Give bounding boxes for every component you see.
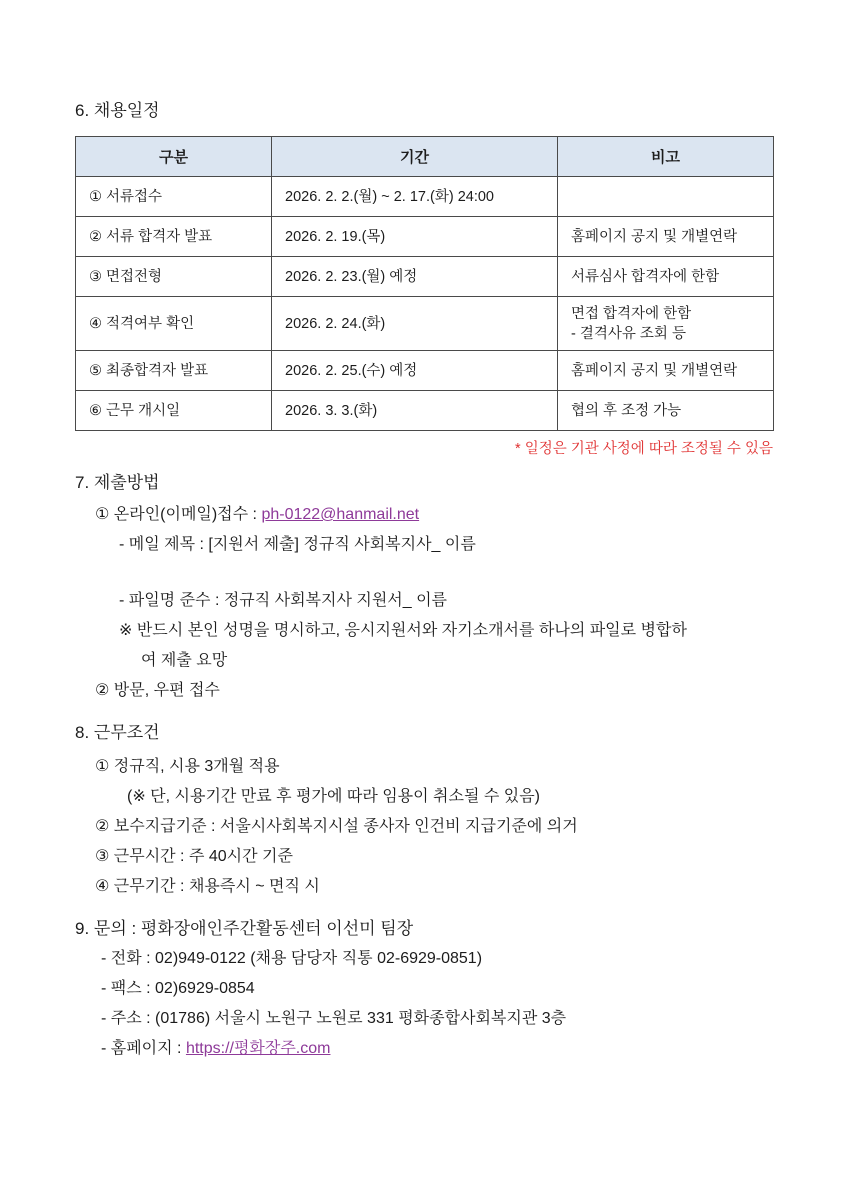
s7-filename-rule: - 파일명 준수 : 정규직 사회복지사 지원서_ 이름 (119, 592, 447, 609)
email-link[interactable]: ph-0122@hanmail.net (261, 506, 420, 523)
table-row (76, 351, 774, 391)
s7-item-online (95, 500, 773, 530)
section6-title: 6. 채용일정 (75, 101, 160, 120)
table-row (76, 391, 774, 431)
s8-item-term: ④ 근무기간 : 채용즉시 ~ 면직 시 (95, 878, 320, 895)
s7-merge-note-line1: ※ 반드시 본인 성명을 명시하고, 응시지원서와 자기소개서를 하나의 파일로 병합하 (119, 622, 687, 639)
s9-address: - 주소 : (01786) 서울시 노원구 노원로 331 평화종합사회복지관 3층 (101, 1010, 567, 1027)
col-header-note: 비고 (558, 137, 774, 177)
schedule-footnote: * 일정은 기관 사정에 따라 조정될 수 있음 (515, 441, 773, 457)
table-row (76, 297, 774, 351)
cell-period: 2026. 3. 3.(화) (272, 391, 558, 431)
s9-homepage (101, 1034, 773, 1064)
col-header-category: 구분 (76, 137, 272, 177)
col-header-period: 기간 (272, 137, 558, 177)
table-header-row (76, 137, 774, 177)
s7-mail-subject: - 메일 제목 : [지원서 제출] 정규직 사회복지사_ 이름 (119, 536, 476, 553)
cell-period: 2026. 2. 23.(월) 예정 (272, 257, 558, 297)
cell-period: 2026. 2. 2.(월) ~ 2. 17.(화) 24:00 (272, 177, 558, 217)
s8-item-pay: ② 보수지급기준 : 서울시사회복지시설 종사자 인건비 지급기준에 의거 (95, 818, 578, 835)
cell-period: 2026. 2. 25.(수) 예정 (272, 351, 558, 391)
cell-note: 홈페이지 공지 및 개별연락 (558, 351, 774, 391)
section8-title: 8. 근무조건 (75, 723, 160, 742)
cell-category: ② 서류 합격자 발표 (76, 217, 272, 257)
cell-category: ⑤ 최종합격자 발표 (76, 351, 272, 391)
cell-note (558, 297, 774, 351)
section7-title: 7. 제출방법 (75, 473, 160, 492)
cell-note: 홈페이지 공지 및 개별연락 (558, 217, 774, 257)
cell-category: ③ 면접전형 (76, 257, 272, 297)
s8-item-probation-note: (※ 단, 시용기간 만료 후 평가에 따라 임용이 취소될 수 있음) (127, 788, 540, 805)
cell-note: 협의 후 조정 가능 (558, 391, 774, 431)
s9-homepage-label: - 홈페이지 : (101, 1040, 186, 1057)
table-row (76, 177, 774, 217)
cell-category: ⑥ 근무 개시일 (76, 391, 272, 431)
homepage-link[interactable]: https://평화장주.com (185, 1040, 331, 1057)
cell-category: ④ 적격여부 확인 (76, 297, 272, 351)
s7-item-visit-post: ② 방문, 우편 접수 (95, 682, 220, 699)
s9-phone: - 전화 : 02)949-0122 (채용 담당자 직통 02-6929-0851) (101, 950, 483, 967)
s7-item-online-label: ① 온라인(이메일)접수 : (95, 506, 262, 523)
cell-note-line2: - 결격사유 조회 등 (571, 325, 686, 342)
cell-note-line1: 면접 합격자에 한함 (571, 305, 692, 322)
cell-period: 2026. 2. 24.(화) (272, 297, 558, 351)
s8-item-hours: ③ 근무시간 : 주 40시간 기준 (95, 848, 293, 865)
schedule-table (75, 136, 774, 431)
cell-category: ① 서류접수 (76, 177, 272, 217)
s9-fax: - 팩스 : 02)6929-0854 (101, 980, 255, 997)
s7-merge-note-line2: 여 제출 요망 (141, 652, 228, 669)
table-row (76, 217, 774, 257)
s8-item-contract: ① 정규직, 시용 3개월 적용 (95, 758, 280, 775)
section9-title: 9. 문의 : 평화장애인주간활동센터 이선미 팀장 (75, 919, 414, 938)
cell-note: 서류심사 합격자에 한함 (558, 257, 774, 297)
cell-period: 2026. 2. 19.(목) (272, 217, 558, 257)
cell-note (558, 177, 774, 217)
table-row (76, 257, 774, 297)
